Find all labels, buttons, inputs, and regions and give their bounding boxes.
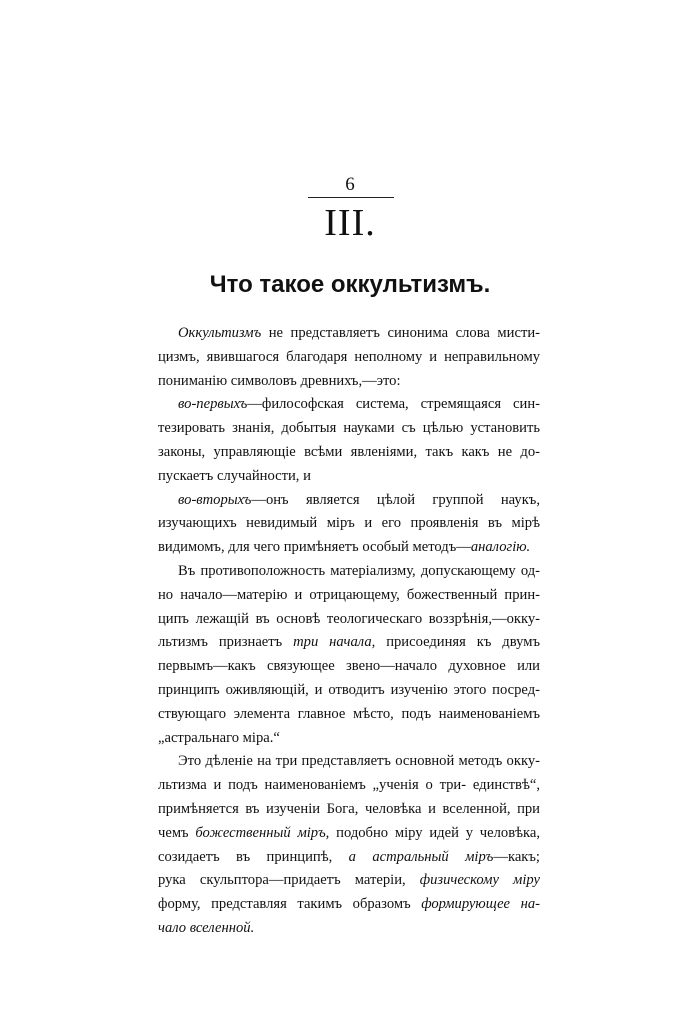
- paragraph: [158, 393, 540, 488]
- text-run: пускаетъ случайности, и: [158, 467, 311, 484]
- page-number: 6: [345, 174, 355, 195]
- text-line: [158, 679, 540, 703]
- italic-text: чало вселенной.: [158, 919, 255, 936]
- text-run: чемъ: [158, 824, 196, 841]
- text-line: [158, 631, 540, 655]
- text-run: принципъ оживляющій, и отводитъ изученію этого посред-: [158, 681, 540, 698]
- text-line: [158, 750, 540, 774]
- text-run: тезировать знанія, добытыя науками съ цѣлью установить: [158, 420, 540, 437]
- text-run: пониманію символовъ древнихъ,—это:: [158, 372, 401, 389]
- italic-text: три начала,: [293, 634, 376, 651]
- body-text: [158, 322, 540, 941]
- text-line: [158, 489, 540, 513]
- text-line: [158, 536, 540, 560]
- text-line: [158, 893, 540, 917]
- text-line: [158, 441, 540, 465]
- text-run: —какъ;: [493, 848, 540, 865]
- text-line: [158, 370, 540, 394]
- paragraph: [158, 750, 540, 940]
- italic-text: Оккультизмъ: [178, 325, 262, 341]
- text-run: Это дѣленіе на три представляетъ основной методъ окку-: [178, 753, 540, 770]
- header-rule: [308, 197, 394, 198]
- italic-text: божественный міръ,: [195, 824, 330, 841]
- text-line: [158, 727, 540, 751]
- text-run: первымъ—какъ связующее звено—начало духовное или: [158, 658, 540, 675]
- text-line: [158, 417, 540, 441]
- text-run: созидаетъ въ принципѣ,: [158, 848, 349, 865]
- paragraph: [158, 322, 540, 393]
- text-run: присоединяя къ двумъ: [375, 634, 541, 651]
- text-line: [158, 584, 540, 608]
- text-run: —философская система, стремящаяся син-: [247, 396, 540, 413]
- text-line: [158, 322, 540, 346]
- italic-text: аналогію.: [470, 539, 531, 556]
- italic-text: формирующее на-: [421, 896, 540, 913]
- text-line: [158, 822, 540, 846]
- text-run: Въ противоположность матеріализму, допускающему од-: [178, 562, 540, 579]
- text-run: —онъ является цѣлой группой наукъ,: [251, 491, 540, 508]
- chapter-title: Что такое оккультизмъ.: [209, 271, 491, 298]
- italic-text: физическому міру: [419, 872, 540, 889]
- text-run: законы, управляющіе всѣми явленіями, такъ какъ не до-: [158, 443, 540, 460]
- text-run: рука скульптора—придаетъ матеріи,: [158, 872, 420, 889]
- text-run: не представляетъ синонима слова мисти-: [261, 325, 540, 341]
- text-line: [158, 917, 540, 941]
- text-run: „астральнаго міра.“: [158, 729, 280, 746]
- text-line: [158, 346, 540, 370]
- chapter-number: III.: [324, 202, 376, 244]
- text-line: [158, 465, 540, 489]
- text-run: ствующаго элемента главное мѣсто, подъ наименованіемъ: [158, 705, 540, 722]
- text-line: [158, 655, 540, 679]
- text-line: [158, 798, 540, 822]
- text-run: подобно міру идей у человѣка,: [329, 824, 541, 841]
- text-line: [158, 608, 540, 632]
- paragraph: [158, 560, 540, 750]
- text-run: но начало—матерію и отрицающему, божественный прин-: [158, 586, 540, 603]
- text-run: видимомъ, для чего примѣняетъ особый методъ—: [158, 539, 471, 556]
- text-line: [158, 512, 540, 536]
- text-line: [158, 703, 540, 727]
- text-run: примѣняется въ изученіи Бога, человѣка и вселенной, при: [158, 800, 540, 817]
- text-run: изучающихъ невидимый міръ и его проявленія въ мірѣ: [158, 515, 540, 532]
- text-run: льтизма и подъ наименованіемъ „ученія о три- единствѣ“,: [158, 777, 540, 794]
- italic-text: а астральный міръ: [348, 848, 494, 865]
- paragraph: [158, 489, 540, 560]
- text-line: [158, 846, 540, 870]
- italic-text: во-вторыхъ: [178, 491, 252, 508]
- text-run: цизмъ, явившагося благодаря неполному и неправильному: [158, 348, 540, 365]
- text-line: [158, 393, 540, 417]
- text-line: [158, 869, 540, 893]
- text-line: [158, 560, 540, 584]
- text-run: ципъ лежащій въ основѣ теологическаго воззрѣнія,—окку-: [158, 610, 540, 627]
- text-run: льтизмъ признаетъ: [158, 634, 294, 651]
- text-line: [158, 774, 540, 798]
- italic-text: во-первыхъ: [178, 396, 248, 413]
- text-run: форму, представляя такимъ образомъ: [158, 896, 422, 913]
